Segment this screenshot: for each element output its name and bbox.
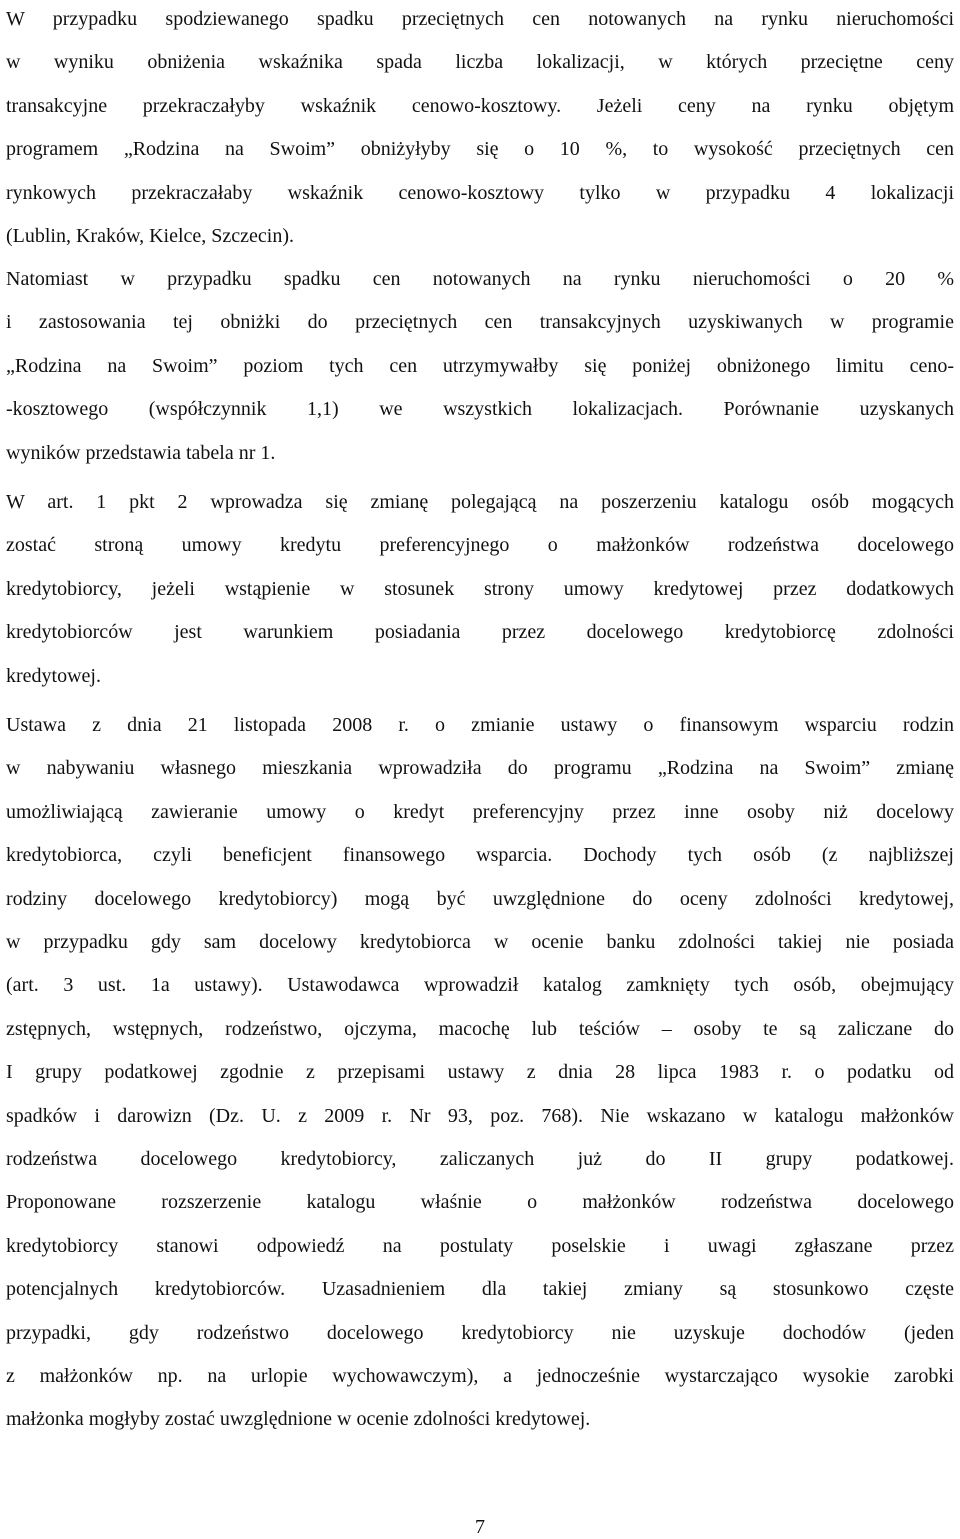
text-line: w wyniku obniżenia wskaźnika spada liczba lokalizacji, w których przeciętne ceny <box>6 51 954 74</box>
text-line: umożliwiającą zawieranie umowy o kredyt preferencyjny przez inne osoby niż docelowy <box>6 800 954 823</box>
text-line: (Lublin, Kraków, Kielce, Szczecin). <box>6 225 295 247</box>
text-line: (art. 3 ust. 1a ustawy). Ustawodawca wprowadził katalog zamknięty tych osób, obejmujący <box>6 974 954 997</box>
text-line: programem „Rodzina na Swoim” obniżyłyby się o 10 %, to wysokość przeciętnych cen <box>6 138 954 161</box>
text-line: Natomiast w przypadku spadku cen notowanych na rynku nieruchomości o 20 % <box>6 268 954 290</box>
text-line: I grupy podatkowej zgodnie z przepisami ustawy z dnia 28 lipca 1983 r. o podatku od <box>6 1061 954 1084</box>
page-number: 7 <box>475 1516 485 1538</box>
text-line: kredytobiorcy stanowi odpowiedź na postulaty poselskie i uwagi zgłaszane przez <box>6 1234 954 1257</box>
text-line: wyników przedstawia tabela nr 1. <box>6 441 276 464</box>
text-line: z małżonków np. na urlopie wychowawczym), a jednocześnie wystarczająco wysokie zarobki <box>6 1365 954 1387</box>
text-line: W przypadku spodziewanego spadku przeciętnych cen notowanych na rynku nieruchomości <box>6 8 954 30</box>
text-line: małżonka mogłyby zostać uwzględnione w ocenie zdolności kredytowej. <box>6 1408 591 1431</box>
text-line: i zastosowania tej obniżki do przeciętnych cen transakcyjnych uzyskiwanych w programie <box>6 311 954 334</box>
text-line: zostać stroną umowy kredytu preferencyjnego o małżonków rodzeństwa docelowego <box>6 534 954 557</box>
text-line: zstępnych, wstępnych, rodzeństwo, ojczyma, macochę lub teściów – osoby te są zaliczane do <box>6 1017 954 1040</box>
text-line: potencjalnych kredytobiorców. Uzasadnieniem dla takiej zmiany są stosunkowo częste <box>6 1278 954 1301</box>
text-line: kredytobiorcy, jeżeli wstąpienie w stosunek strony umowy kredytowej przez dodatkowych <box>6 577 954 600</box>
text-line: rodziny docelowego kredytobiorcy) mogą być uwzględnione do oceny zdolności kredytowej, <box>6 887 954 910</box>
text-line: kredytobiorców jest warunkiem posiadania przez docelowego kredytobiorcę zdolności <box>6 621 954 644</box>
text-line: -kosztowego (współczynnik 1,1) we wszystkich lokalizacjach. Porównanie uzyskanych <box>6 398 954 421</box>
text-line: kredytobiorca, czyli beneficjent finansowego wsparcia. Dochody tych osób (z najbliższej <box>6 844 954 867</box>
text-line: rynkowych przekraczałaby wskaźnik cenowo-kosztowy tylko w przypadku 4 lokalizacji <box>6 181 954 204</box>
text-line: „Rodzina na Swoim” poziom tych cen utrzymywałby się poniżej obniżonego limitu ceno- <box>6 354 954 377</box>
text-line: przypadki, gdy rodzeństwo docelowego kredytobiorcy nie uzyskuje dochodów (jeden <box>6 1321 954 1344</box>
text-line: w nabywaniu własnego mieszkania wprowadziła do programu „Rodzina na Swoim” zmianę <box>6 757 954 780</box>
text-line: w przypadku gdy sam docelowy kredytobiorca w ocenie banku zdolności takiej nie posiada <box>6 931 954 953</box>
text-line: kredytowej. <box>6 664 101 687</box>
text-line: Proponowane rozszerzenie katalogu właśnie o małżonków rodzeństwa docelowego <box>6 1191 954 1214</box>
text-line: W art. 1 pkt 2 wprowadza się zmianę polegającą na poszerzeniu katalogu osób mogących <box>6 491 954 513</box>
text-line: rodzeństwa docelowego kredytobiorcy, zaliczanych już do II grupy podatkowej. <box>6 1148 954 1170</box>
text-line: spadków i darowizn (Dz. U. z 2009 r. Nr 93, poz. 768). Nie wskazano w katalogu małżonków <box>6 1104 954 1127</box>
text-line: transakcyjne przekraczałyby wskaźnik cenowo-kosztowy. Jeżeli ceny na rynku objętym <box>6 94 954 117</box>
text-line: Ustawa z dnia 21 listopada 2008 r. o zmianie ustawy o finansowym wsparciu rodzin <box>6 714 954 736</box>
